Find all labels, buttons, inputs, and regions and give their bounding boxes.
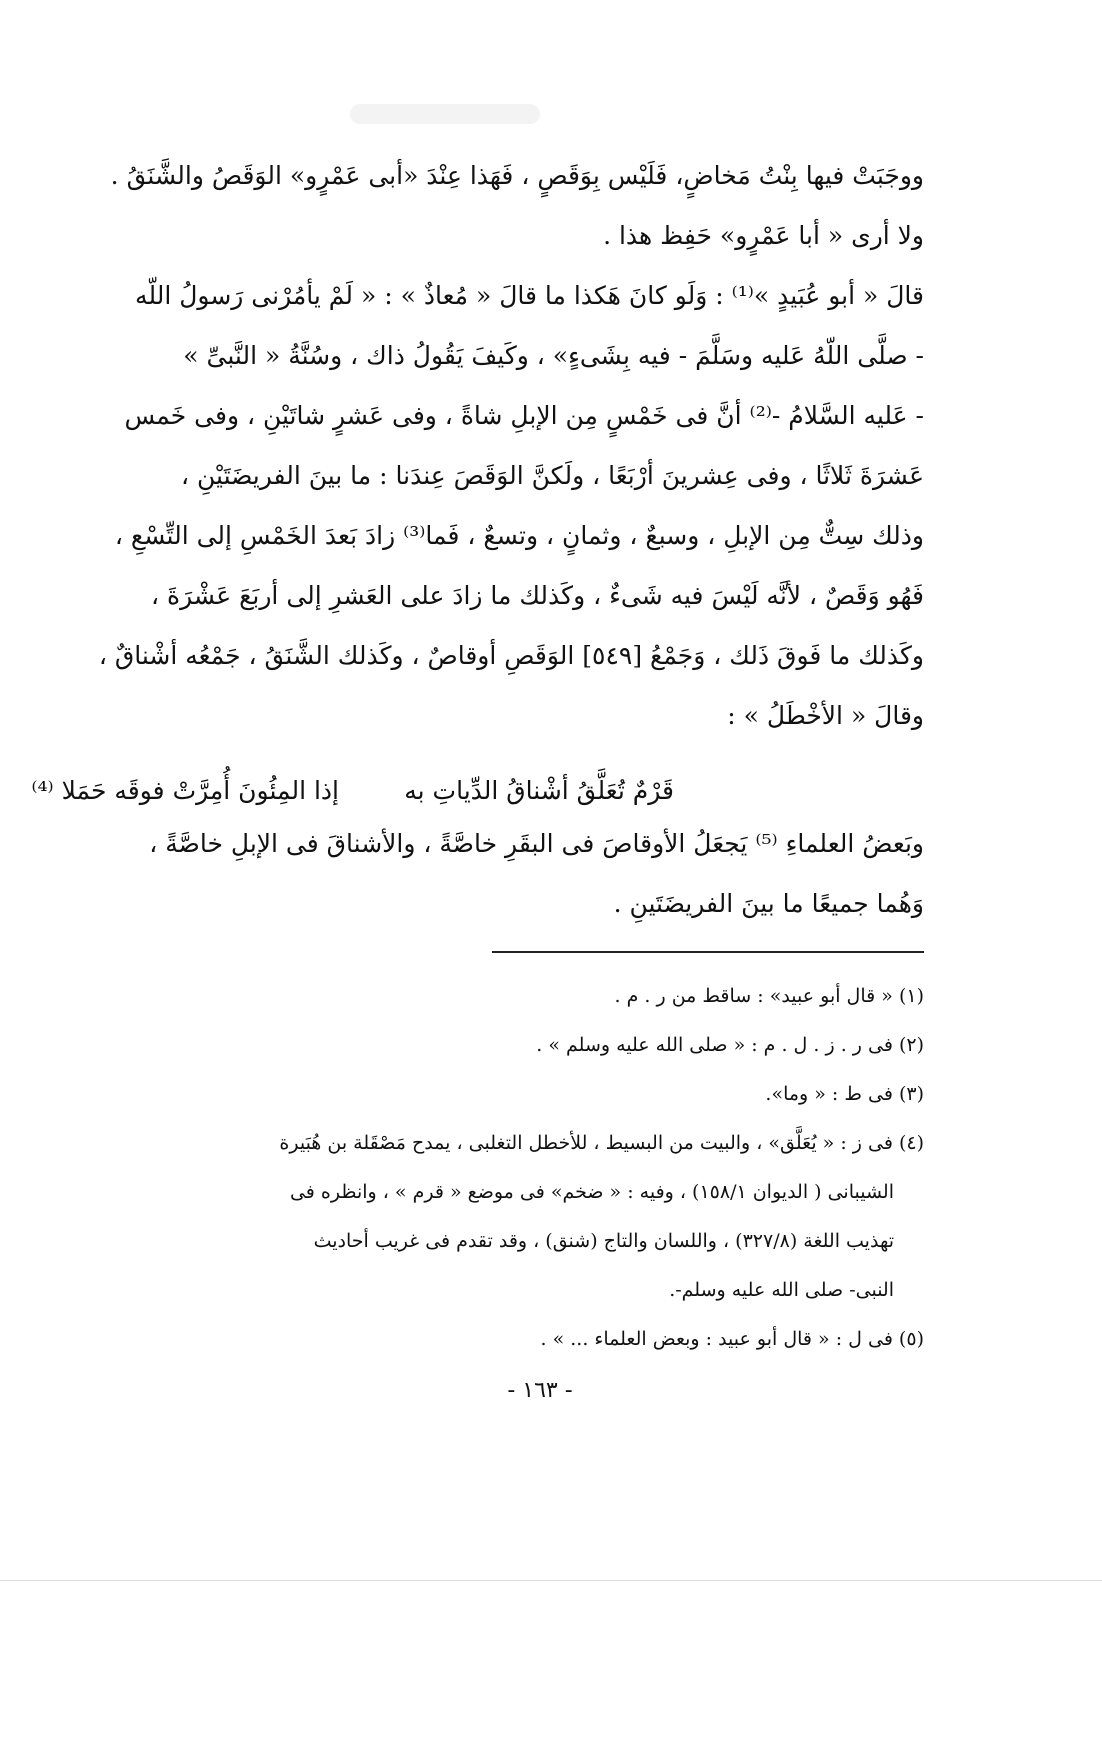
footnote-4-continuation: النبى- صلى الله عليه وسلم-.	[669, 1279, 894, 1301]
footnote-4-continuation: تهذيب اللغة (٣٢٧/٨) ، واللسان والتاج (شنق) ، وقد تقدم فى غريب أحاديث	[313, 1230, 894, 1252]
verse-second-hemistich: إذا المِئُونَ أُمِرَّتْ فوقَه حَمَلا ⁽⁴⁾	[31, 776, 339, 805]
main-text-line: وقالَ « الأخْطَلُ » :	[727, 701, 924, 730]
main-text-line: وَهُما جميعًا ما بينَ الفريضَتَينِ .	[613, 889, 924, 918]
poetry-verse	[31, 762, 924, 822]
footnote-4-continuation: الشيبانى ( الديوان ١٥٨/١) ، وفيه : « ضخم» فى موضع « قرم » ، وانظره فى	[289, 1181, 894, 1203]
scan-smudge	[350, 104, 540, 124]
main-text-line: وذلك سِتٌّ مِن الإبلِ ، وسبعٌ ، وثمانٍ ، وتسعٌ ، فَما⁽³⁾ زادَ بَعدَ الخَمْسِ إلى التِّسْعِ ،	[114, 521, 924, 550]
main-text-line: - صلَّى اللّهُ عَليه وسَلَّمَ - فيه بِشَىءٍ» ، وكَيفَ يَقُولُ ذاك ، وسُنَّةُ « النَّبىِّ »	[183, 341, 924, 370]
verse-first-hemistich: قَرْمٌ تُعَلَّقُ أشْناقُ الدِّياتِ به	[404, 776, 674, 805]
footnote-3: (٣) فى ط : « وما».	[765, 1083, 924, 1105]
main-text-line: فَهُو وَقَصٌ ، لأنَّه لَيْسَ فيه شَىءٌ ، وكَذلك ما زادَ على العَشرِ إلى أربَعَ عَشْرَةَ ،	[151, 581, 924, 610]
footnote-5: (٥) فى ل : « قال أبو عبيد : وبعض العلماء ... » .	[540, 1328, 924, 1350]
footnote-2: (٢) فى ر . ز . ل . م : « صلى الله عليه وسلم » .	[536, 1034, 924, 1056]
scan-edge-line	[0, 1580, 1102, 1581]
footnote-1: (١) « قال أبو عبيد» : ساقط من ر . م .	[614, 985, 924, 1007]
page-number: - ١٦٣ -	[507, 1378, 573, 1403]
main-text-line: وكَذلك ما فَوقَ ذَلك ، وَجَمْعُ [٥٤٩] الوَقَصِ أوقاصٌ ، وكَذلك الشَّنَقُ ، جَمْعُه أشْناقٌ ،	[98, 641, 924, 670]
main-text-line: عَشرَةَ ثَلاثًا ، وفى عِشرينَ أرْبَعًا ، ولَكنَّ الوَقَصَ عِندَنا : ما بينَ الفريضَتَيْنِ ،	[180, 461, 924, 490]
footnote-4: (٤) فى ز : « يُعَلَّق» ، والبيت من البسيط ، للأخطل التغلبى ، يمدح مَصْقَلة بن هُبَيرة	[279, 1132, 924, 1154]
main-text-line: - عَليه السَّلامُ -⁽²⁾ أنَّ فى خَمْسٍ مِن الإبلِ شاةً ، وفى عَشرٍ شاتَيْنِ ، وفى خَمس	[124, 401, 924, 430]
main-text-line: ووجَبَتْ فيها بِنْتُ مَخاضٍ، فَلَيْس بِوَقَصٍ ، فَهَذا عِنْدَ «أبى عَمْرٍو» الوَقَصُ والشَّنَقُ .	[110, 161, 924, 190]
main-text-line: وبَعضُ العلماءِ ⁽⁵⁾ يَجعَلُ الأوقاصَ فى البقَرِ خاصَّةً ، والأشناقَ فى الإبلِ خاصَّةً ،	[149, 829, 924, 858]
main-text-line: ولا أرى « أبا عَمْرٍو» حَفِظ هذا .	[603, 221, 924, 250]
main-text-block	[98, 146, 924, 746]
main-text-block-continued	[149, 814, 924, 934]
footnotes-section	[164, 972, 924, 1364]
footnote-divider	[492, 951, 924, 953]
main-text-line: قالَ « أبو عُبَيدٍ »⁽¹⁾ : وَلَو كانَ هَكذا ما قالَ « مُعاذٌ » : « لَمْ يأمُرْنى رَسولُ اللّه	[135, 281, 924, 310]
